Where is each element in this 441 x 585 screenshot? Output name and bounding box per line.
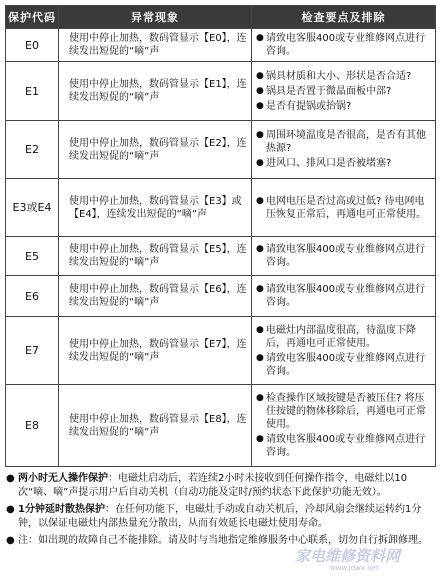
note-body	[18, 472, 436, 500]
checks-cell	[252, 179, 436, 237]
check-text: 请致电客服400或专业维修网点进行咨询。	[266, 33, 426, 57]
checks-cell	[252, 317, 436, 385]
symptom-cell	[59, 385, 252, 467]
note-text: ：电磁灶启动后，若连续2小时未接收到任何操作指令，电磁灶以10次“嘀、嘀”声提示用户后自动关机（自动功能及定时/预约状态下此保护功能无效）。	[18, 473, 408, 498]
check-text: 锅具是否置于微晶面板中部?	[266, 85, 392, 97]
bullet-icon: ●	[256, 434, 264, 444]
bullet-icon: ●	[256, 393, 264, 403]
symptom-text: 使用中停止加热，数码管显示【E8】，连续发出短促的“嘀”声	[69, 413, 247, 438]
check-text: 请致电客服400或专业维修网点进行咨询。	[266, 352, 426, 377]
symptom-text: 使用中停止加热，数码管显示【E2】，连续发出短促的“嘀”声	[69, 137, 247, 162]
symptom-cell	[59, 62, 252, 121]
check-item	[256, 433, 431, 459]
table-row	[6, 237, 436, 276]
check-item	[256, 70, 431, 83]
check-item	[256, 352, 431, 378]
symptom-text: 使用中停止加热，数码管显示【E7】，连续发出短促的“嘀”声	[69, 338, 247, 363]
check-text: 请致电客服400或专业维修网点进行咨询。	[266, 434, 426, 458]
note-text: 注：如出现的故障自己不能排除。请及时与当地指定维修服务中心联系，切勿自行拆卸修理。	[18, 535, 428, 546]
table-header-row	[6, 6, 436, 29]
fault-code: E3或E4	[6, 179, 59, 237]
table-row	[6, 276, 436, 317]
table-row	[6, 317, 436, 385]
symptom-cell	[59, 29, 252, 62]
bullet-icon: ●	[256, 70, 264, 81]
header-code: 保护代码	[6, 6, 59, 29]
fault-code: E1	[6, 62, 59, 121]
symptom-cell	[59, 179, 252, 237]
table-body	[6, 29, 436, 467]
header-symptom: 异常现象	[59, 6, 252, 29]
symptom-cell	[59, 276, 252, 317]
fault-code-table	[5, 5, 436, 467]
bullet-icon: ●	[256, 352, 264, 363]
check-item	[256, 85, 431, 98]
bullet-icon: ●	[6, 473, 15, 484]
bullet-icon: ●	[256, 158, 264, 168]
symptom-text: 使用中停止加热，数码管显示【E0】，连续发出短促的“嘀”声	[69, 33, 247, 57]
bullet-icon: ●	[256, 284, 264, 294]
check-text: 电磁灶内部温度很高，待温度下降后，再通电可正常使用。	[266, 324, 416, 349]
table-row	[6, 29, 436, 62]
check-text: 电网电压是否过高或过低? 待电网电压恢复正常后，再通电可正常使用。	[266, 195, 426, 220]
check-item	[256, 195, 431, 221]
fault-code: E6	[6, 276, 59, 317]
check-text: 进风口、排风口是否被堵塞?	[266, 158, 392, 169]
checks-cell	[252, 62, 436, 121]
fault-code: E7	[6, 317, 59, 385]
symptom-text: 使用中停止加热，数码管显示【E1】，连续发出短促的“嘀”声	[69, 79, 247, 103]
check-text: 请致电客服400或专业维修网点进行咨询。	[266, 244, 426, 268]
check-item	[256, 243, 431, 269]
note-item	[6, 503, 436, 531]
symptom-cell	[59, 317, 252, 385]
bullet-icon: ●	[6, 504, 15, 515]
bullet-icon: ●	[256, 85, 264, 96]
check-item	[256, 129, 431, 155]
watermark-logo: 家电维修资料网	[295, 547, 401, 565]
check-text: 检查操作区域按键是否被压住? 将压住按键的物体移除后，再通电可正常使用。	[266, 393, 426, 430]
table-row	[6, 62, 436, 121]
watermark-url: www.jdwx.net	[330, 564, 379, 572]
check-item	[256, 32, 431, 58]
fault-code: E5	[6, 237, 59, 276]
bullet-icon: ●	[256, 33, 264, 43]
fault-code: E0	[6, 29, 59, 62]
bullet-icon: ●	[256, 195, 264, 206]
note-title: 1分钟延时散热保护	[18, 504, 105, 515]
note-body	[18, 503, 436, 531]
checks-cell	[252, 237, 436, 276]
symptom-text: 使用中停止加热，数码管显示【E6】，连续发出短促的“嘀”声	[69, 284, 247, 308]
header-checks: 检查要点及排除	[252, 6, 436, 29]
bullet-icon: ●	[6, 535, 15, 546]
notes-section	[6, 472, 436, 551]
table-row	[6, 121, 436, 179]
check-text: 周围环境温度是否很高，是否有其他热源?	[266, 130, 426, 154]
symptom-cell	[59, 121, 252, 179]
checks-cell	[252, 29, 436, 62]
bullet-icon: ●	[256, 324, 264, 335]
check-text: 请致电客服400或专业维修网点进行咨询。	[266, 284, 426, 308]
symptom-text: 使用中停止加热，数码管显示【E3】或【E4】，连续发出短促的“嘀”声	[69, 195, 242, 220]
check-item	[256, 100, 431, 113]
checks-cell	[252, 121, 436, 179]
check-item	[256, 324, 431, 350]
fault-code: E2	[6, 121, 59, 179]
note-text: ：在任何功能下，电磁灶手动或自动关机后，冷却风扇会继续运转约1分钟，以保证电磁灶内部热量充分散出，从而有效延长电磁灶使用寿命。	[18, 504, 422, 529]
checks-cell	[252, 385, 436, 467]
note-title: 两小时无人操作保护	[18, 473, 108, 484]
check-item	[256, 392, 431, 431]
table-row	[6, 179, 436, 237]
check-text: 是否有提锅或抬锅?	[266, 100, 352, 112]
fault-code: E8	[6, 385, 59, 467]
table-row	[6, 385, 436, 467]
symptom-cell	[59, 237, 252, 276]
check-item	[256, 157, 431, 170]
symptom-text: 使用中停止加热，数码管显示【E5】，连续发出短促的“嘀”声	[69, 244, 247, 268]
bullet-icon: ●	[256, 244, 264, 254]
check-text: 锅具材质和大小、形状是否合适?	[266, 70, 412, 82]
checks-cell	[252, 276, 436, 317]
note-item	[6, 472, 436, 500]
check-item	[256, 283, 431, 309]
bullet-icon: ●	[256, 100, 264, 111]
bullet-icon: ●	[256, 130, 264, 140]
